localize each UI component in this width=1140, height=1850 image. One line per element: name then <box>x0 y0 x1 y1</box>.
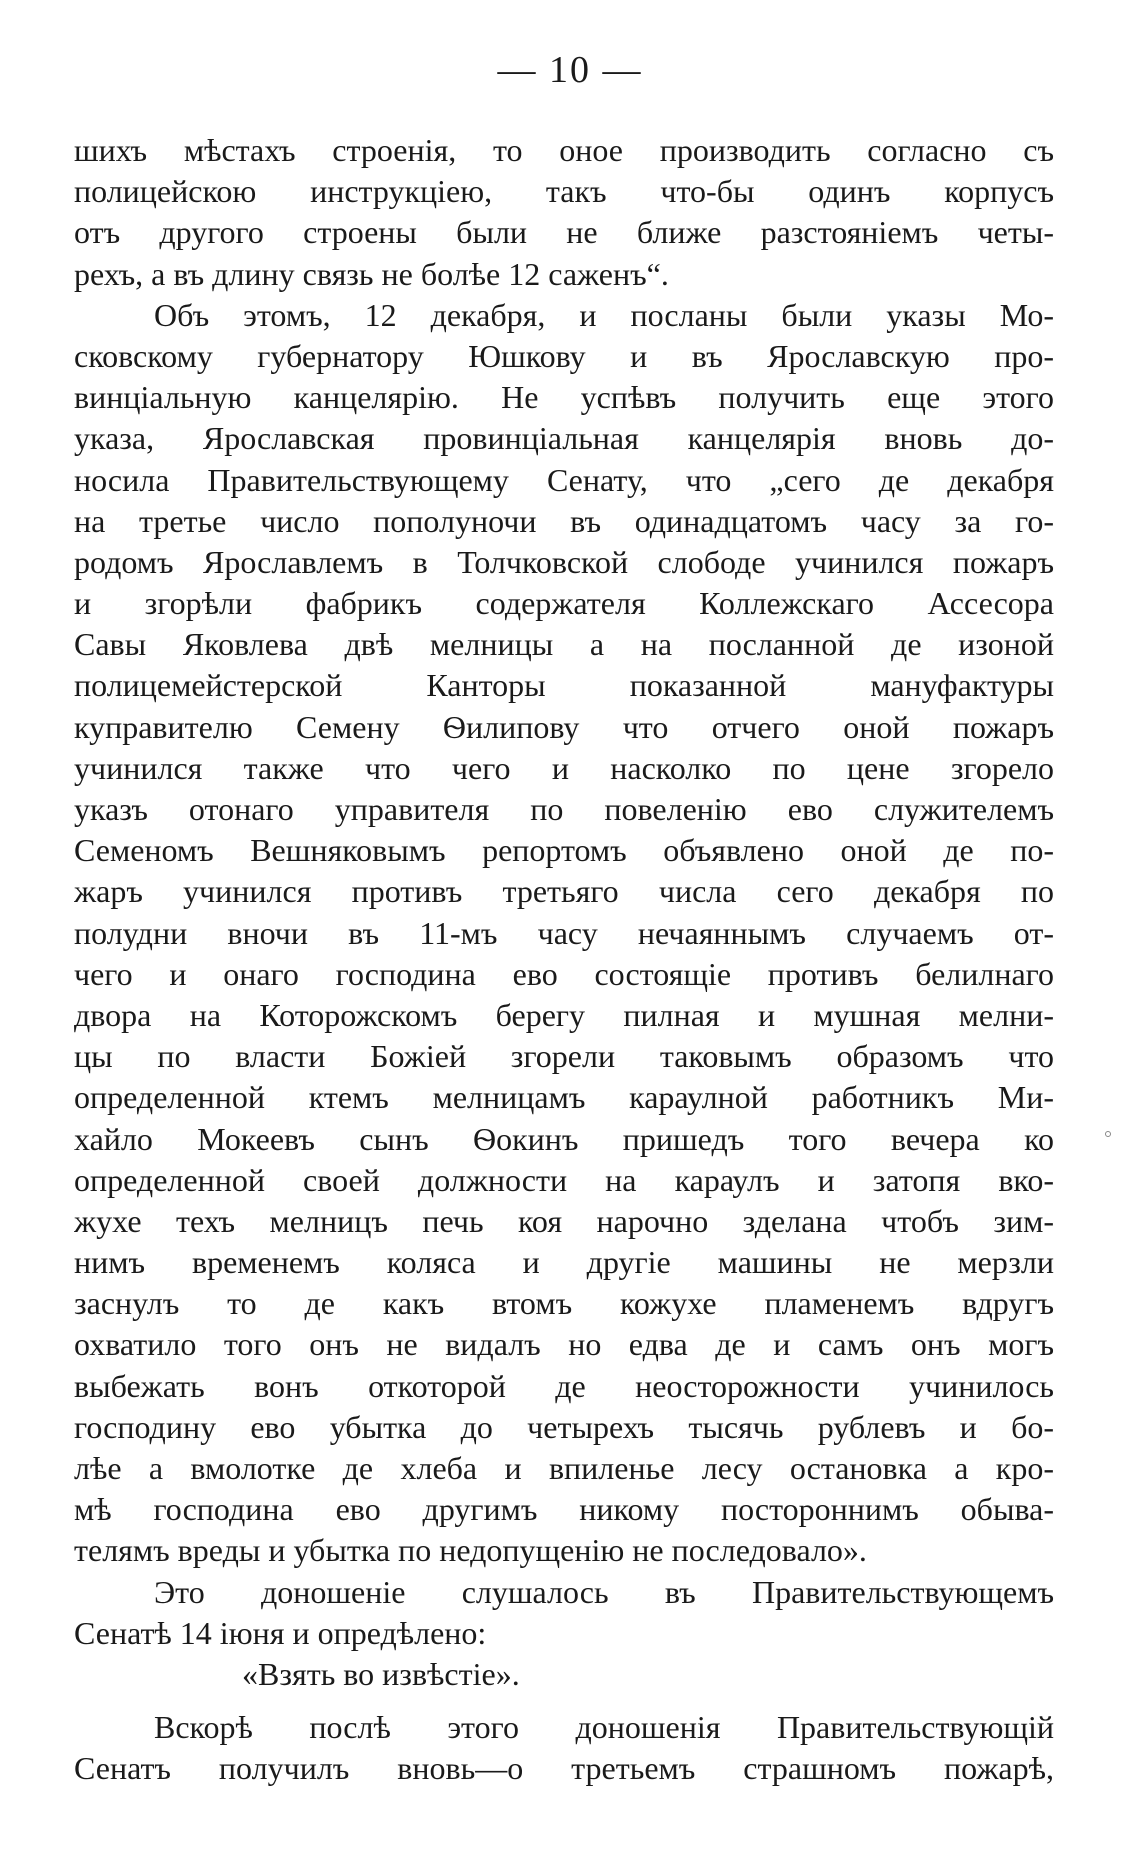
text-line: чего и онаго господина ево состоящіе противъ белилнаго <box>74 955 1054 992</box>
text-line: заснулъ то де какъ втомъ кожухе пламенемъ вдругъ <box>74 1285 1054 1322</box>
text-line: шихъ мѣстахъ строенія, то оное производить согласно съ <box>74 132 1054 168</box>
text-line: отъ другого строены были не ближе разстояніемъ четы- <box>74 214 1054 251</box>
text-line: жухе техъ мелницъ печь коя нарочно зделана чтобъ зим- <box>74 1202 1054 1239</box>
resolution-quote: «Взять во извѣстіе». <box>242 1655 520 1692</box>
text-line: Савы Яковлева двѣ мелницы а на посланной де изоной <box>74 626 1054 663</box>
text-line: телямъ вреды и убытка по недопущенію не последовало». <box>74 1532 867 1569</box>
text-line: винціальную канцелярію. Не успѣвъ получить еще этого <box>74 379 1054 416</box>
text-line: Объ этомъ, 12 декабря, и посланы были указы Мо- <box>154 296 1054 333</box>
text-line: охватило того онъ не видалъ но едва де и самъ онъ могъ <box>74 1326 1054 1363</box>
text-line: господину ево убытка до четырехъ тысячь рублевъ и бо- <box>74 1408 1054 1445</box>
text-line: Вскорѣ послѣ этого доношенія Правительствующій <box>154 1709 1054 1746</box>
text-line: куправителю Семену Ѳилипову что отчего оной пожаръ <box>74 708 1054 745</box>
page-number: — 10 — <box>497 49 643 91</box>
text-line: Сенатѣ 14 іюня и опредѣлено: <box>74 1614 487 1651</box>
text-line: указа, Ярославская провинціальная канцелярія вновь до- <box>74 420 1054 457</box>
body-text <box>74 130 1054 1790</box>
text-line: рехъ, а въ длину связь не болѣе 12 саженъ“. <box>74 255 669 292</box>
text-line: определенной ктемъ мелницамъ караулной работникъ Ми- <box>74 1079 1054 1116</box>
text-line: полицейскою инструкціею, такъ что-бы одинъ корпусъ <box>74 173 1054 210</box>
paragraph-gap <box>74 1695 1054 1707</box>
text-line: выбежать вонъ откоторой де неосторожности учинилось <box>74 1367 1054 1404</box>
text-line: определенной своей должности на караулъ и затопя вко- <box>74 1161 1054 1198</box>
text-line: жаръ учинился противъ третьяго числа сего декабря по <box>74 873 1054 910</box>
text-line: нимъ временемъ коляса и другіе машины не мерзли <box>74 1244 1054 1281</box>
paper-speck <box>1105 1131 1111 1137</box>
text-line: носила Правительствующему Сенату, что „сего де декабря <box>74 461 1054 498</box>
text-line: Семеномъ Вешняковымъ репортомъ объявлено оной де по- <box>74 832 1054 869</box>
text-line: лѣе а вмолотке де хлеба и впиленье лесу остановка а кро- <box>74 1450 1054 1486</box>
text-line: Сенатъ получилъ вновь—о третьемъ страшномъ пожарѣ, <box>74 1750 1054 1787</box>
text-line: и згорѣли фабрикъ содержателя Коллежскаго Ассесора <box>74 585 1054 622</box>
text-line: мѣ господина ево другимъ никому постороннимъ обыва- <box>74 1491 1054 1528</box>
text-line: Это доношеніе слушалось въ Правительствующемъ <box>154 1573 1054 1610</box>
text-line: родомъ Ярославлемъ в Толчковской слободе учинился пожаръ <box>74 543 1054 580</box>
text-line: сковскому губернатору Юшкову и въ Ярославскую про- <box>74 337 1054 374</box>
text-line: двора на Которожскомъ берегу пилная и мушная мелни- <box>74 996 1054 1033</box>
text-line: цы по власти Божіей згорели таковымъ образомъ что <box>74 1038 1054 1075</box>
text-line: указъ отонаго управителя по повеленію ево служителемъ <box>74 791 1054 827</box>
text-line: на третье число пополуночи въ одинадцатомъ часу за го- <box>74 502 1054 539</box>
text-line: полудни вночи въ 11-мъ часу нечаяннымъ случаемъ от- <box>74 914 1054 951</box>
text-line: хайло Мокеевъ сынъ Ѳокинъ пришедъ того вечера ко <box>74 1120 1054 1157</box>
text-line: учинился также что чего и насколко по цене згорело <box>74 749 1054 786</box>
text-line: полицемейстерской Канторы показанной мануфактуры <box>74 667 1054 704</box>
